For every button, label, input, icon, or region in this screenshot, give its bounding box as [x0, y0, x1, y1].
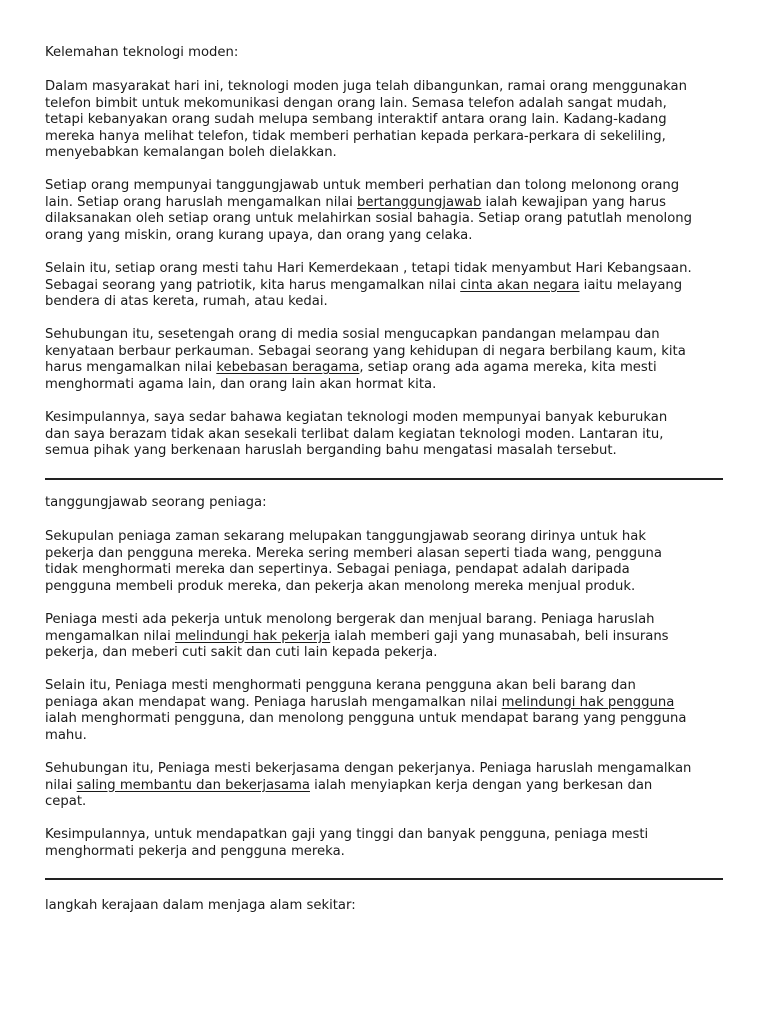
- text-line: Selain itu, setiap orang mesti tahu Hari Kemerdekaan , tetapi tidak menyambut Hari Kebangsaan.: [45, 261, 692, 276]
- text-line: dan saya berazam tidak akan sesekali terlibat dalam kegiatan teknologi moden. Lantaran itu,: [45, 426, 664, 442]
- heading-text: tanggungjawab seorang peniaga:: [45, 495, 267, 510]
- section-heading: [45, 495, 735, 512]
- horizontal-divider: [45, 878, 723, 880]
- text-line: telefon bimbit untuk mekomunikasi dengan orang lain. Semasa telefon adalah sangat mudah,: [45, 95, 667, 111]
- text-line: mengamalkan nilai melindungi hak pekerja ialah memberi gaji yang munasabah, beli insurans: [45, 628, 669, 644]
- paragraph: [45, 612, 735, 662]
- text-line: nilai saling membantu dan bekerjasama ialah menyiapkan kerja dengan yang berkesan dan: [45, 777, 653, 793]
- paragraph: [45, 827, 735, 860]
- text-line: kenyataan berbaur perkauman. Sebagai seorang yang kehidupan di negara berbilang kaum, kita: [45, 343, 686, 359]
- text-line: bendera di atas kereta, rumah, atau kedai.: [45, 294, 328, 309]
- text-line: Sehubungan itu, sesetengah orang di media sosial mengucapkan pandangan melampau dan: [45, 327, 660, 342]
- section-heading: [45, 898, 735, 915]
- text-line: orang yang miskin, orang kurang upaya, dan orang yang celaka.: [45, 227, 473, 243]
- text-line: tidak menghormati mereka dan sepertinya. Sebagai peniaga, pendapat adalah daripada: [45, 562, 630, 577]
- underlined-term: cinta akan negara: [460, 277, 580, 293]
- text-line: Sehubungan itu, Peniaga mesti bekerjasama dengan pekerjanya. Peniaga haruslah mengamalkan: [45, 761, 692, 776]
- horizontal-divider: [45, 478, 723, 480]
- text-line: menghormati pekerja and pengguna mereka.: [45, 843, 345, 859]
- text-line: pekerja, dan meberi cuti sakit dan cuti lain kepada pekerja.: [45, 645, 438, 660]
- text-line: menyebabkan kemalangan boleh dielakkan.: [45, 145, 337, 160]
- text-line: mahu.: [45, 727, 87, 743]
- text-line: semua pihak yang berkenaan haruslah berganding bahu mengatasi masalah tersebut.: [45, 443, 617, 458]
- underlined-term: melindungi hak pengguna: [501, 694, 675, 710]
- underlined-term: kebebasan beragama: [216, 360, 360, 375]
- text-line: pekerja dan pengguna mereka. Mereka sering memberi alasan seperti tiada wang, pengguna: [45, 545, 662, 561]
- heading-text: langkah kerajaan dalam menjaga alam sekitar:: [45, 898, 356, 913]
- text-line: peniaga akan mendapat wang. Peniaga haruslah mengamalkan nilai melindungi hak pengguna: [45, 694, 675, 710]
- paragraph: [45, 178, 735, 244]
- underlined-term: melindungi hak pekerja: [175, 628, 331, 644]
- text-line: dilaksanakan oleh setiap orang untuk melahirkan sosial bahagia. Setiap orang patutlah menolong: [45, 211, 693, 226]
- text-line: ialah menghormati pengguna, dan menolong pengguna untuk mendapat barang yang pengguna: [45, 711, 687, 726]
- text-line: Setiap orang mempunyai tanggungjawab untuk memberi perhatian dan tolong melonong orang: [45, 178, 680, 193]
- section-heading: [45, 45, 735, 62]
- paragraph: [45, 79, 735, 162]
- paragraph: [45, 529, 735, 595]
- paragraph: [45, 410, 735, 460]
- text-line: Sekupulan peniaga zaman sekarang melupakan tanggungjawab seorang dirinya untuk hak: [45, 529, 646, 544]
- paragraph: [45, 678, 735, 744]
- text-line: Sebagai seorang yang patriotik, kita harus mengamalkan nilai cinta akan negara iaitu melayang: [45, 277, 683, 293]
- text-line: pengguna membeli produk mereka, dan pekerja akan menolong mereka menjual produk.: [45, 578, 636, 594]
- text-line: mereka hanya melihat telefon, tidak memberi perhatian kepada perkara-perkara di sekeliling,: [45, 128, 666, 144]
- text-line: lain. Setiap orang haruslah mengamalkan nilai bertanggungjawab ialah kewajipan yang harus: [45, 194, 666, 210]
- paragraph: [45, 761, 735, 811]
- text-line: Selain itu, Peniaga mesti menghormati pengguna kerana pengguna akan beli barang dan: [45, 678, 636, 693]
- paragraph: [45, 327, 735, 393]
- text-line: Dalam masyarakat hari ini, teknologi moden juga telah dibangunkan, ramai orang menggunakan: [45, 79, 687, 94]
- text-line: menghormati agama lain, dan orang lain akan hormat kita.: [45, 376, 437, 392]
- text-line: Peniaga mesti ada pekerja untuk menolong bergerak dan menjual barang. Peniaga haruslah: [45, 612, 655, 627]
- text-line: Kesimpulannya, saya sedar bahawa kegiatan teknologi moden mempunyai banyak keburukan: [45, 410, 668, 425]
- underlined-term: bertanggungjawab: [357, 194, 482, 210]
- text-line: cepat.: [45, 794, 87, 809]
- text-line: tetapi kebanyakan orang sudah melupa sembang interaktif antara orang lain. Kadang-kadang: [45, 112, 667, 127]
- heading-text: Kelemahan teknologi moden:: [45, 45, 239, 60]
- text-line: harus mengamalkan nilai kebebasan beragama, setiap orang ada agama mereka, kita mesti: [45, 360, 657, 375]
- paragraph: [45, 261, 735, 311]
- underlined-term: saling membantu dan bekerjasama: [76, 777, 310, 793]
- text-line: Kesimpulannya, untuk mendapatkan gaji yang tinggi dan banyak pengguna, peniaga mesti: [45, 827, 649, 842]
